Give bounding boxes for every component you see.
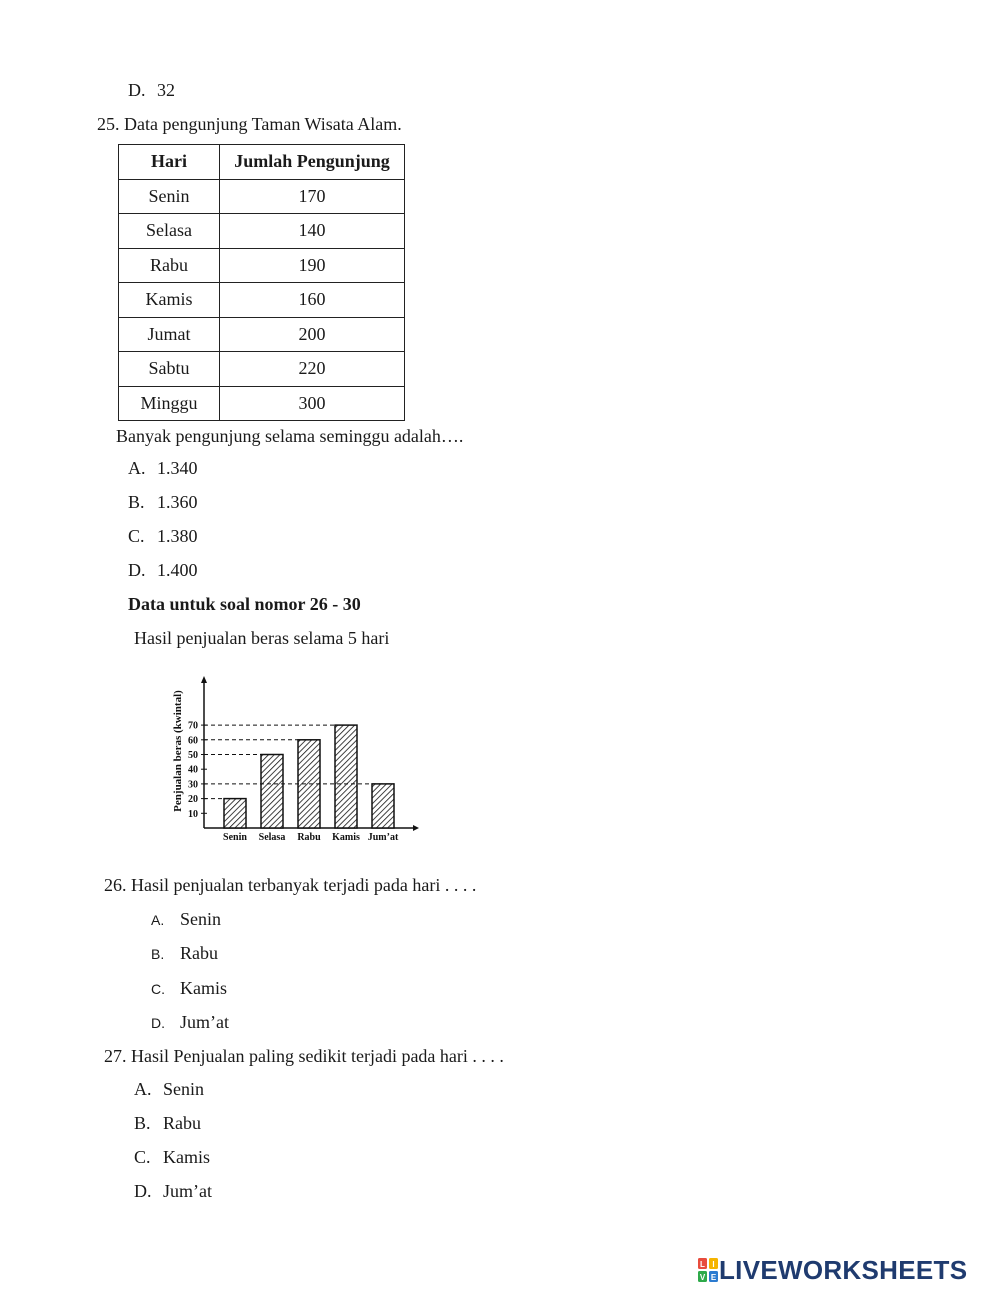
table-row (119, 214, 405, 249)
header-cell-visitors: Jumlah Pengunjung (220, 145, 405, 180)
option-text: Jum’at (163, 1181, 212, 1201)
q25-title (97, 113, 402, 135)
q26-option-b (151, 942, 218, 965)
day-cell: Selasa (119, 214, 220, 249)
day-cell: Rabu (119, 248, 220, 283)
count-cell: 300 (220, 386, 405, 421)
count-cell: 160 (220, 283, 405, 318)
option-letter: C. (128, 526, 145, 546)
bar (224, 799, 246, 828)
option-text: 1.360 (157, 492, 198, 512)
table-header-row (119, 145, 405, 180)
option-text: Senin (180, 909, 222, 929)
y-tick-label: 20 (188, 794, 198, 806)
question-number: 27. (104, 1046, 127, 1066)
x-tick-label: Jum’at (367, 832, 399, 843)
table-row (119, 248, 405, 283)
option-letter: D. (151, 1015, 165, 1031)
live-blocks-icon (697, 1257, 719, 1283)
question-text: Hasil Penjualan paling sedikit terjadi pada hari . . . . (131, 1046, 504, 1066)
q27-option-b (134, 1112, 201, 1134)
option-text: Kamis (163, 1147, 210, 1167)
liveworksheets-logo (697, 1255, 967, 1285)
day-cell: Minggu (119, 386, 220, 421)
table-row (119, 283, 405, 318)
option-letter: D. (128, 560, 146, 580)
option-letter: A. (151, 912, 165, 928)
q25-option-c (128, 525, 198, 547)
option-text: Senin (163, 1079, 205, 1099)
option-text: 1.380 (157, 526, 198, 546)
table-row (119, 386, 405, 421)
option-text: 1.340 (157, 458, 198, 478)
q26-option-d (151, 1011, 229, 1034)
bar (372, 784, 394, 828)
bar (335, 725, 357, 828)
q27-option-d (134, 1180, 212, 1202)
day-cell: Sabtu (119, 352, 220, 387)
chart-subtitle: Hasil penjualan beras selama 5 hari (134, 628, 390, 648)
option-letter: D. (134, 1181, 152, 1201)
y-axis-arrow (201, 676, 207, 683)
y-tick-label: 70 (188, 720, 198, 732)
q25-option-d (128, 559, 198, 581)
visitors-table (118, 144, 405, 421)
y-tick-label: 60 (188, 735, 198, 747)
data-section-heading: Data untuk soal nomor 26 - 30 (128, 594, 361, 614)
count-cell: 220 (220, 352, 405, 387)
bar (261, 755, 283, 829)
logo-block-letter: E (710, 1273, 717, 1282)
option-letter: C. (134, 1147, 151, 1167)
x-axis-arrow (413, 825, 419, 831)
count-cell: 200 (220, 317, 405, 352)
y-tick-label: 30 (188, 779, 198, 791)
q27-option-c (134, 1146, 210, 1168)
q25-question: Banyak pengunjung selama seminggu adalah…. (116, 426, 464, 446)
question-text: Data pengunjung Taman Wisata Alam. (124, 114, 402, 134)
option-text: Jum’at (180, 1012, 229, 1032)
q25-option-a (128, 457, 198, 479)
x-tick-label: Senin (223, 832, 247, 843)
count-cell: 170 (220, 179, 405, 214)
y-tick-label: 40 (188, 764, 198, 776)
option-letter: A. (134, 1079, 152, 1099)
day-cell: Jumat (119, 317, 220, 352)
option-letter: B. (151, 946, 165, 962)
y-tick-label: 10 (188, 808, 198, 820)
x-tick-label: Kamis (332, 832, 360, 843)
y-tick-label: 50 (188, 750, 198, 761)
option-text: Kamis (180, 978, 227, 998)
question-number: 26. (104, 875, 127, 895)
x-tick-label: Rabu (297, 832, 321, 843)
logo-block-letter: L (700, 1260, 705, 1269)
logo-text: LIVEWORKSHEETS (719, 1254, 968, 1285)
q26-option-a (151, 908, 221, 931)
table-row (119, 317, 405, 352)
option-letter: A. (128, 458, 146, 478)
count-cell: 190 (220, 248, 405, 283)
rice-sales-bar-chart (168, 668, 428, 853)
x-tick-label: Selasa (258, 832, 286, 843)
header-cell-day: Hari (119, 145, 220, 180)
option-text: 32 (157, 80, 175, 100)
count-cell: 140 (220, 214, 405, 249)
logo-block-letter: V (699, 1273, 706, 1282)
table-row (119, 179, 405, 214)
option-text: Rabu (180, 943, 218, 963)
option-letter: D. (128, 80, 146, 100)
q26-question (104, 874, 476, 896)
q25-option-b (128, 491, 198, 513)
y-axis-label: Penjualan beras (kwintal) (172, 690, 184, 812)
day-cell: Senin (119, 179, 220, 214)
option-text: 1.400 (157, 560, 198, 580)
question-text: Hasil penjualan terbanyak terjadi pada hari . . . . (131, 875, 477, 895)
option-letter: B. (134, 1113, 151, 1133)
q26-option-c (151, 977, 227, 1000)
q24-option-d (128, 79, 175, 101)
logo-block-letter: I (712, 1260, 715, 1269)
table-row (119, 352, 405, 387)
option-letter: B. (128, 492, 145, 512)
option-letter: C. (151, 981, 165, 997)
question-number: 25. (97, 114, 120, 134)
option-text: Rabu (163, 1113, 201, 1133)
q27-option-a (134, 1078, 204, 1100)
day-cell: Kamis (119, 283, 220, 318)
q27-question (104, 1045, 504, 1067)
